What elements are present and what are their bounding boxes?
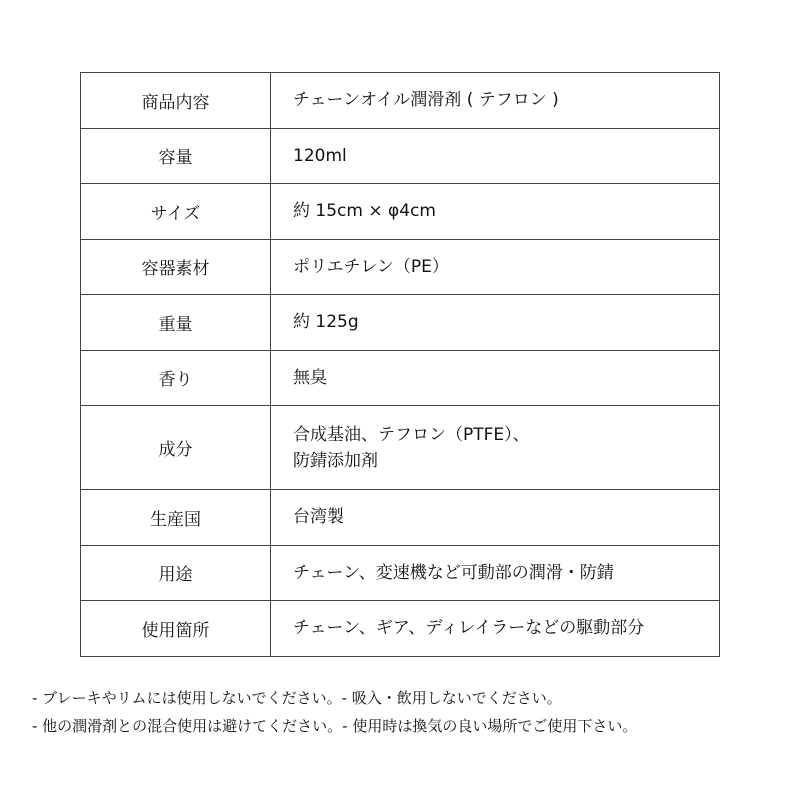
spec-value-line: 約 15cm × φ4cm bbox=[293, 201, 436, 222]
spec-value bbox=[271, 295, 720, 351]
spec-value-line: 120ml bbox=[293, 145, 347, 166]
spec-label: 生産国 bbox=[81, 490, 271, 546]
spec-label: 香り bbox=[81, 350, 271, 406]
spec-row bbox=[81, 295, 720, 351]
spec-label: 使用箇所 bbox=[81, 601, 271, 657]
spec-row bbox=[81, 490, 720, 546]
spec-row bbox=[81, 184, 720, 240]
spec-value-line: チェーンオイル潤滑剤 ( テフロン ) bbox=[293, 90, 559, 111]
spec-value-line: 合成基油、テフロン（PTFE）、 bbox=[293, 424, 530, 445]
spec-value bbox=[271, 128, 720, 184]
spec-row bbox=[81, 545, 720, 601]
spec-label: 用途 bbox=[81, 545, 271, 601]
spec-value bbox=[271, 490, 720, 546]
spec-row bbox=[81, 406, 720, 490]
spec-label: 重量 bbox=[81, 295, 271, 351]
spec-value bbox=[271, 184, 720, 240]
spec-value-line: チェーン、ギア、ディレイラーなどの駆動部分 bbox=[293, 618, 645, 639]
spec-label: 商品内容 bbox=[81, 73, 271, 129]
spec-value bbox=[271, 239, 720, 295]
spec-label: 容量 bbox=[81, 128, 271, 184]
caution-note: - 他の潤滑剤との混合使用は避けてください。- 使用時は換気の良い場所でご使用下さい。 bbox=[32, 717, 638, 735]
spec-value-line: 無臭 bbox=[293, 367, 327, 388]
spec-row bbox=[81, 350, 720, 406]
spec-row bbox=[81, 239, 720, 295]
spec-value-line: チェーン、変速機など可動部の潤滑・防錆 bbox=[293, 562, 614, 583]
spec-value bbox=[271, 406, 720, 490]
spec-row bbox=[81, 73, 720, 129]
spec-value bbox=[271, 73, 720, 129]
spec-row bbox=[81, 601, 720, 657]
spec-value-line: ポリエチレン（PE） bbox=[293, 256, 449, 277]
spec-table bbox=[80, 72, 720, 657]
spec-value-line: 台湾製 bbox=[293, 507, 344, 528]
spec-label: 成分 bbox=[81, 406, 271, 490]
spec-label: 容器素材 bbox=[81, 239, 271, 295]
spec-value-line: 約 125g bbox=[293, 312, 359, 333]
caution-note: - ブレーキやリムには使用しないでください。- 吸入・飲用しないでください。 bbox=[32, 689, 562, 707]
spec-value bbox=[271, 350, 720, 406]
spec-label: サイズ bbox=[81, 184, 271, 240]
spec-value bbox=[271, 545, 720, 601]
spec-value-line: 防錆添加剤 bbox=[293, 450, 378, 471]
spec-value bbox=[271, 601, 720, 657]
caution-notes bbox=[32, 684, 637, 740]
spec-row bbox=[81, 128, 720, 184]
